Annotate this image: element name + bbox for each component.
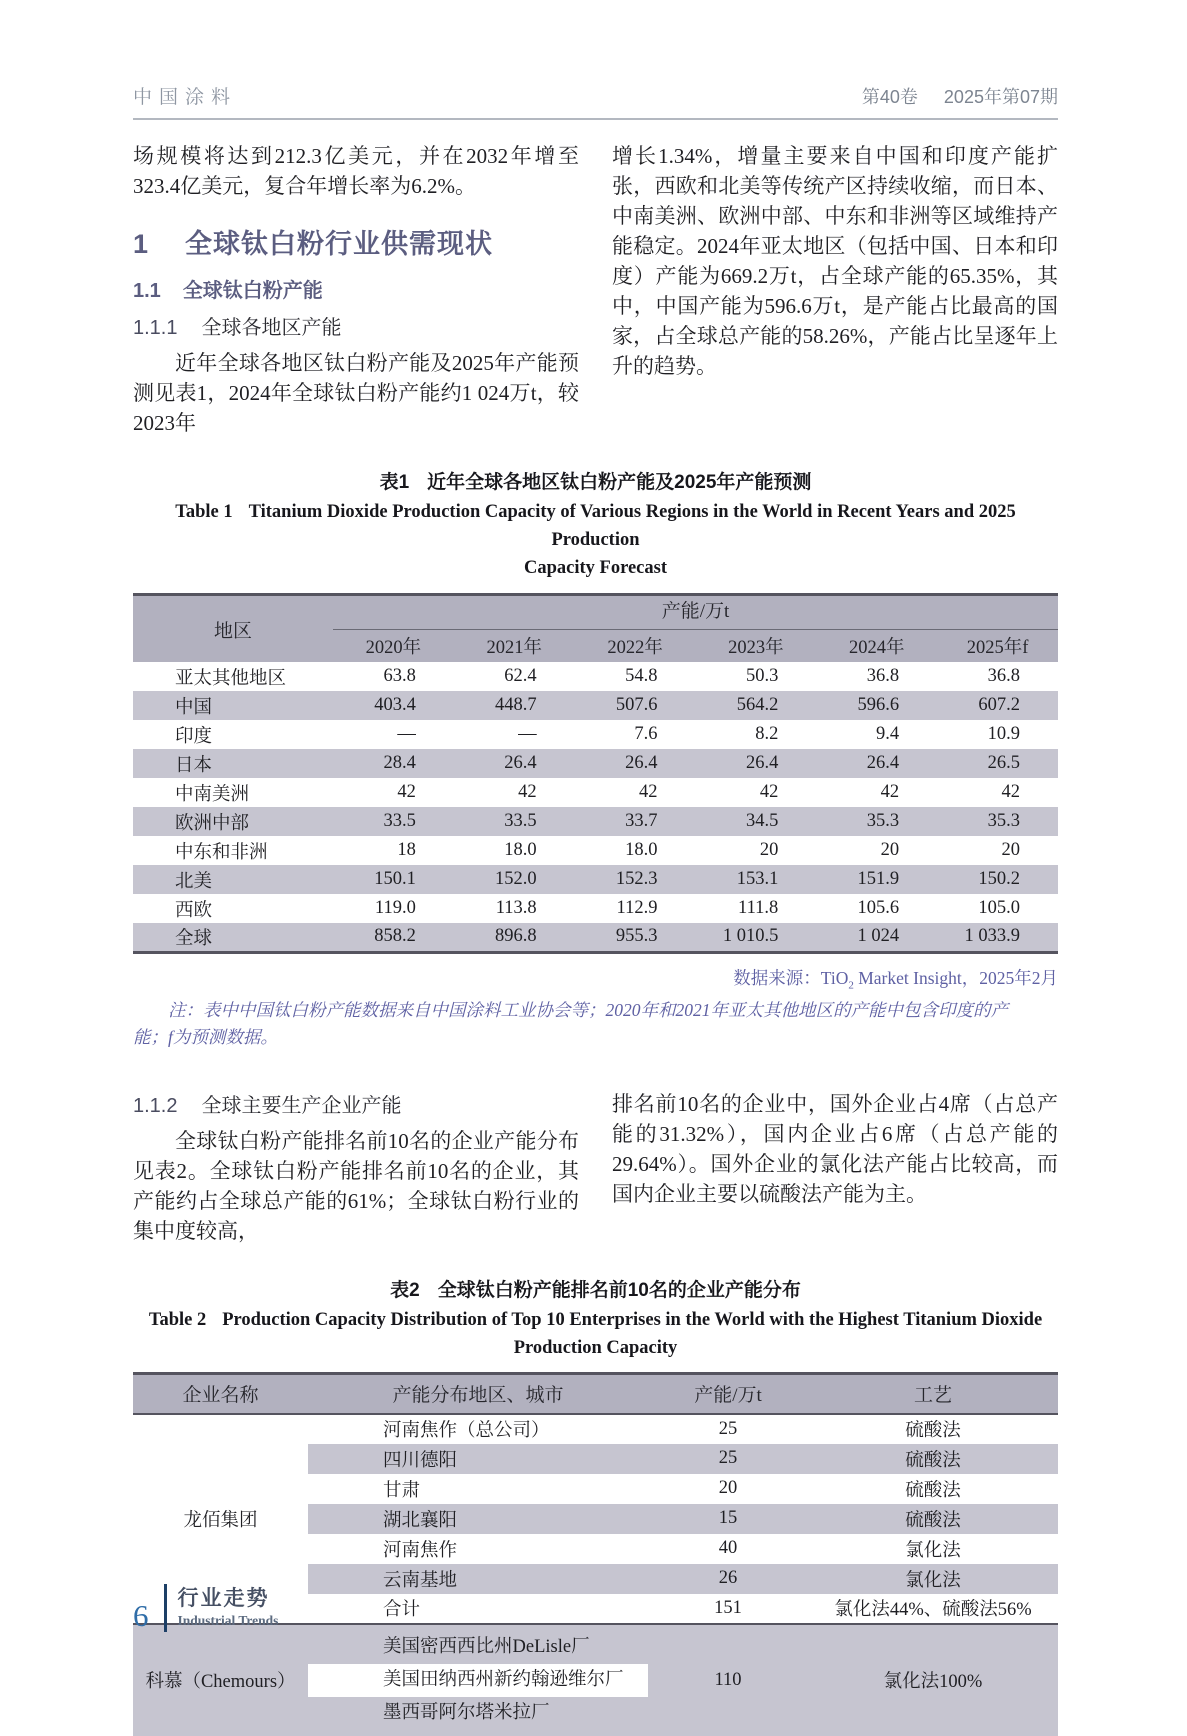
- table2-body: [133, 1414, 1058, 1736]
- page-number: 6: [133, 1597, 149, 1633]
- value-cell: 50.3: [745, 666, 779, 686]
- column-header-year: 2022年: [575, 630, 696, 662]
- value-cell: 150.1: [333, 865, 454, 894]
- journal-name: 中国涂料: [133, 87, 238, 108]
- table-row: [133, 865, 1058, 894]
- page-content: [133, 141, 1058, 1736]
- site-cell: 河南焦作: [383, 1540, 458, 1561]
- table2-caption-en-line1: [133, 1306, 1058, 1334]
- table1-caption-en-line1: [133, 498, 1058, 554]
- column-header-year: 2024年: [816, 630, 937, 662]
- table-row: [133, 836, 1058, 865]
- section-title: 全球钛白粉产能: [182, 280, 323, 302]
- value-cell: 564.2: [695, 691, 816, 720]
- site-cell: 合计: [308, 1594, 648, 1624]
- value-cell: 955.3: [575, 923, 696, 952]
- issue-label: 2025年第07期: [943, 87, 1058, 107]
- table2-caption-en: [133, 1306, 1058, 1362]
- process-cell: 硫酸法: [905, 1480, 961, 1501]
- table2-head: [133, 1374, 1058, 1414]
- table1-caption-cn: [133, 467, 1058, 494]
- section-title: 全球各地区产能: [201, 317, 342, 339]
- region-cell: 西欧: [175, 900, 213, 921]
- column-header-company: 企业名称: [133, 1374, 308, 1414]
- table2-caption: [133, 1275, 1058, 1362]
- value-cell: 896.8: [454, 923, 575, 952]
- data-source-line: [133, 965, 1058, 992]
- table2-label-en: Table 2: [148, 1310, 207, 1330]
- value-cell: 36.8: [866, 666, 900, 686]
- value-cell: 26.4: [454, 749, 575, 778]
- section-number: 1.1.2: [133, 1095, 178, 1117]
- capacity-cell: 15: [648, 1504, 808, 1534]
- table1-head: [133, 595, 1058, 663]
- value-cell: 35.3: [937, 807, 1058, 836]
- footer-section-en: Industrial Trends: [177, 1613, 279, 1629]
- column-header-year: 2023年: [695, 630, 816, 662]
- value-cell: 28.4: [333, 749, 454, 778]
- section-1-1-heading: [133, 274, 579, 303]
- table-row: [133, 691, 1058, 720]
- table-row: [133, 720, 1058, 749]
- value-cell: 105.6: [857, 898, 900, 918]
- value-cell: 18.0: [504, 840, 537, 860]
- source-subscript: 2: [848, 979, 854, 991]
- value-cell: 42: [759, 782, 779, 802]
- source-text: Market Insight，2025年2月: [853, 967, 1058, 988]
- table1-caption: [133, 467, 1058, 582]
- table2-top10-enterprises: [133, 1372, 1058, 1736]
- column-header-process: 工艺: [808, 1374, 1058, 1414]
- table1-caption-en-line2: Capacity Forecast: [524, 558, 667, 578]
- right-column: [612, 141, 1058, 438]
- paragraph: 场规模将达到212.3亿美元，并在2032年增至323.4亿美元，复合年增长率为6.2%。: [133, 144, 579, 198]
- value-cell: 54.8: [625, 666, 658, 686]
- value-cell: 7.6: [634, 724, 658, 744]
- right-column: [612, 1089, 1058, 1246]
- table-row: [133, 894, 1058, 923]
- site-cell: 湖北襄阳: [308, 1504, 648, 1534]
- table2-header-row: [133, 1374, 1058, 1414]
- value-cell: 1 010.5: [695, 923, 816, 952]
- table-row-chemours: [133, 1624, 1058, 1736]
- sites-cell: [308, 1624, 648, 1736]
- section-number: 1.1: [133, 280, 161, 302]
- value-cell: 607.2: [937, 691, 1058, 720]
- table-row: [133, 778, 1058, 807]
- value-cell: 63.8: [383, 666, 416, 686]
- table-row: [133, 662, 1058, 691]
- value-cell: 42: [397, 782, 416, 802]
- page-footer: [133, 1584, 278, 1632]
- capacity-cell: 110: [648, 1624, 808, 1736]
- value-cell: 33.7: [575, 807, 696, 836]
- capacity-unit-label: 产能/万t: [333, 596, 1058, 630]
- paragraph: 全球钛白粉产能排名前10名的企业产能分布见表2。全球钛白粉产能排名前10名的企业，其产能约占全球总产能的61%；全球钛白粉行业的集中度较高，: [133, 1129, 579, 1243]
- value-cell: 26.4: [816, 749, 937, 778]
- company-cell: 龙佰集团: [133, 1414, 308, 1624]
- paragraph: 增长1.34%，增量主要来自中国和印度产能扩张，西欧和北美等传统产区持续收缩，而日本、中南美洲、欧洲中部、中东和非洲等区域维持产能稳定。2024年亚太地区（包括中国、日本和印度）产能为669.2万t，占全球产能的65.35%，其中，中国产能为596.6万t，是产能占比最高的国家，占全球总产能的58.26%，产能占比呈逐年上升的趋势。: [612, 144, 1058, 378]
- table-row: [133, 749, 1058, 778]
- value-cell: 448.7: [454, 691, 575, 720]
- value-cell: 119.0: [374, 898, 416, 918]
- value-cell: 20: [880, 840, 900, 860]
- capacity-cell: 25: [718, 1418, 738, 1439]
- column-header-capacity: 产能/万t: [648, 1374, 808, 1414]
- value-cell: 20: [759, 840, 779, 860]
- region-cell: 全球: [133, 923, 333, 952]
- value-cell: 42: [518, 782, 537, 802]
- column-header-year: 2020年: [333, 630, 454, 662]
- table-row: [133, 923, 1058, 952]
- capacity-cell: 151: [648, 1594, 808, 1624]
- table1-regions-capacity: [133, 593, 1058, 954]
- value-cell: 151.9: [816, 865, 937, 894]
- value-cell: 111.8: [738, 898, 779, 918]
- table2-caption-cn: [133, 1275, 1058, 1302]
- value-cell: 596.6: [816, 691, 937, 720]
- table1-header-row-1: [133, 595, 1058, 631]
- paragraph: 排名前10名的企业中，国外企业占4席（占总产能的31.32%），国内企业占6席（占总产能的29.64%）。国外企业的氯化法产能占比较高，而国内企业主要以硫酸法产能为主。: [612, 1092, 1058, 1206]
- table2-title-cn: 全球钛白粉产能排名前10名的企业产能分布: [437, 1280, 801, 1301]
- capacity-cell: 26: [648, 1564, 808, 1594]
- process-cell: 氯化法: [905, 1540, 961, 1561]
- left-column: [133, 141, 579, 438]
- site-cell: 河南焦作（总公司）: [383, 1421, 550, 1441]
- value-cell: —: [397, 724, 416, 744]
- value-cell: 153.1: [695, 865, 816, 894]
- table1-title-en: Titanium Dioxide Production Capacity of Various Regions in the World in Recent Years and 2025 Production: [248, 502, 1016, 550]
- process-cell: 硫酸法: [808, 1444, 1058, 1474]
- value-cell: 18.0: [625, 840, 658, 860]
- value-cell: 152.0: [454, 865, 575, 894]
- region-cell: 中东和非洲: [175, 842, 268, 863]
- value-cell: 8.2: [755, 724, 779, 744]
- value-cell: 33.5: [454, 807, 575, 836]
- volume-issue: [862, 83, 1058, 109]
- section-title: 全球主要生产企业产能: [201, 1095, 402, 1117]
- process-cell: 氯化法: [808, 1564, 1058, 1594]
- value-cell: 152.3: [575, 865, 696, 894]
- footer-divider-bar: [164, 1584, 167, 1632]
- process-cell: 硫酸法: [905, 1421, 961, 1441]
- value-cell: 26.5: [937, 749, 1058, 778]
- value-cell: 403.4: [333, 691, 454, 720]
- site-cell: 甘肃: [383, 1480, 421, 1501]
- journal-page: [0, 82, 1187, 1723]
- column-header-year: 2021年: [454, 630, 575, 662]
- value-cell: 507.6: [575, 691, 696, 720]
- volume-label: 第40卷: [861, 87, 918, 107]
- table2-label-cn: 表2: [390, 1280, 420, 1301]
- value-cell: 42: [1001, 782, 1020, 802]
- site-line: 美国密西西比州DeLisle厂: [383, 1636, 590, 1657]
- capacity-cell: 20: [718, 1478, 738, 1498]
- region-cell: 中南美洲: [175, 784, 250, 805]
- table2-title-en: Production Capacity Distribution of Top 10 Enterprises in the World with the Highest Titanium Dioxide: [222, 1310, 1043, 1330]
- paragraph: 近年全球各地区钛白粉产能及2025年产能预测见表1，2024年全球钛白粉产能约1 024万t，较2023年: [133, 351, 579, 435]
- table1-note: [133, 997, 1058, 1051]
- region-cell: 印度: [175, 726, 213, 747]
- value-cell: 150.2: [937, 865, 1058, 894]
- column-header-year: 2025年f: [937, 630, 1058, 662]
- value-cell: 1 024: [816, 923, 937, 952]
- value-cell: 9.4: [876, 724, 900, 744]
- value-cell: 10.9: [987, 724, 1020, 744]
- value-cell: 113.8: [495, 898, 537, 918]
- footer-section-cn: 行业走势: [177, 1586, 270, 1610]
- region-cell: 中国: [133, 691, 333, 720]
- value-cell: —: [518, 724, 537, 744]
- capacity-cell: 40: [718, 1538, 738, 1558]
- value-cell: 858.2: [333, 923, 454, 952]
- table1-title-cn: 近年全球各地区钛白粉产能及2025年产能预测: [427, 472, 812, 493]
- value-cell: 105.0: [978, 898, 1020, 918]
- value-cell: 42: [638, 782, 658, 802]
- site-line: 墨西哥阿尔塔米拉厂: [383, 1702, 550, 1723]
- site-line-highlighted: 美国田纳西州新约翰逊维尔厂: [308, 1664, 688, 1697]
- company-cell: 科慕（Chemours）: [133, 1624, 308, 1736]
- section-number: 1.1.1: [133, 317, 178, 339]
- table1-label-en: Table 1: [175, 502, 233, 522]
- section-title: 全球钛白粉行业供需现状: [185, 229, 494, 259]
- value-cell: 26.4: [695, 749, 816, 778]
- table1-caption-en: [133, 498, 1058, 582]
- intro-columns: [133, 141, 1058, 438]
- note-line: 注：表中中国钛白粉产能数据来自中国涂料工业协会等；2020年和2021年亚太其他地区的产能中包含印度的产: [168, 1000, 1008, 1020]
- value-cell: 36.8: [987, 666, 1020, 686]
- footer-section: [178, 1587, 279, 1629]
- value-cell: 26.4: [575, 749, 696, 778]
- column-header-sites: 产能分布地区、城市: [308, 1374, 648, 1414]
- page-header: [133, 82, 1058, 120]
- process-cell: 氯化法100%: [808, 1624, 1058, 1736]
- table-row: [133, 1414, 1058, 1444]
- process-cell: 硫酸法: [808, 1504, 1058, 1534]
- section-112-columns: [133, 1089, 1058, 1246]
- value-cell: 112.9: [616, 898, 658, 918]
- region-cell: 亚太其他地区: [175, 668, 287, 689]
- left-column: [133, 1089, 579, 1246]
- value-cell: 18: [397, 840, 416, 860]
- source-text: 数据来源：TiO: [733, 967, 849, 988]
- table2-caption-en-line2: Production Capacity: [513, 1338, 678, 1358]
- table-row: [133, 807, 1058, 836]
- section-1-heading: [133, 222, 579, 261]
- site-cell: 云南基地: [308, 1564, 648, 1594]
- note-line: 能；f为预测数据。: [133, 1027, 278, 1047]
- section-1-1-2-heading: [133, 1089, 579, 1118]
- value-cell: 20: [1001, 840, 1020, 860]
- value-cell: 1 033.9: [937, 923, 1058, 952]
- value-cell: 62.4: [504, 666, 537, 686]
- column-header-region: 地区: [133, 595, 333, 663]
- value-cell: 35.3: [816, 807, 937, 836]
- region-cell: 日本: [133, 749, 333, 778]
- table1-body: [133, 662, 1058, 952]
- table1-label-cn: 表1: [379, 472, 410, 493]
- value-cell: 34.5: [695, 807, 816, 836]
- capacity-cell: 25: [648, 1444, 808, 1474]
- section-number: 1: [133, 229, 150, 259]
- column-header-capacity: [333, 595, 1058, 631]
- region-cell: 欧洲中部: [133, 807, 333, 836]
- value-cell: 33.5: [333, 807, 454, 836]
- section-1-1-1-heading: [133, 311, 579, 340]
- site-cell: 四川德阳: [308, 1444, 648, 1474]
- region-cell: 北美: [133, 865, 333, 894]
- process-cell: 氯化法44%、硫酸法56%: [808, 1594, 1058, 1624]
- value-cell: 42: [880, 782, 900, 802]
